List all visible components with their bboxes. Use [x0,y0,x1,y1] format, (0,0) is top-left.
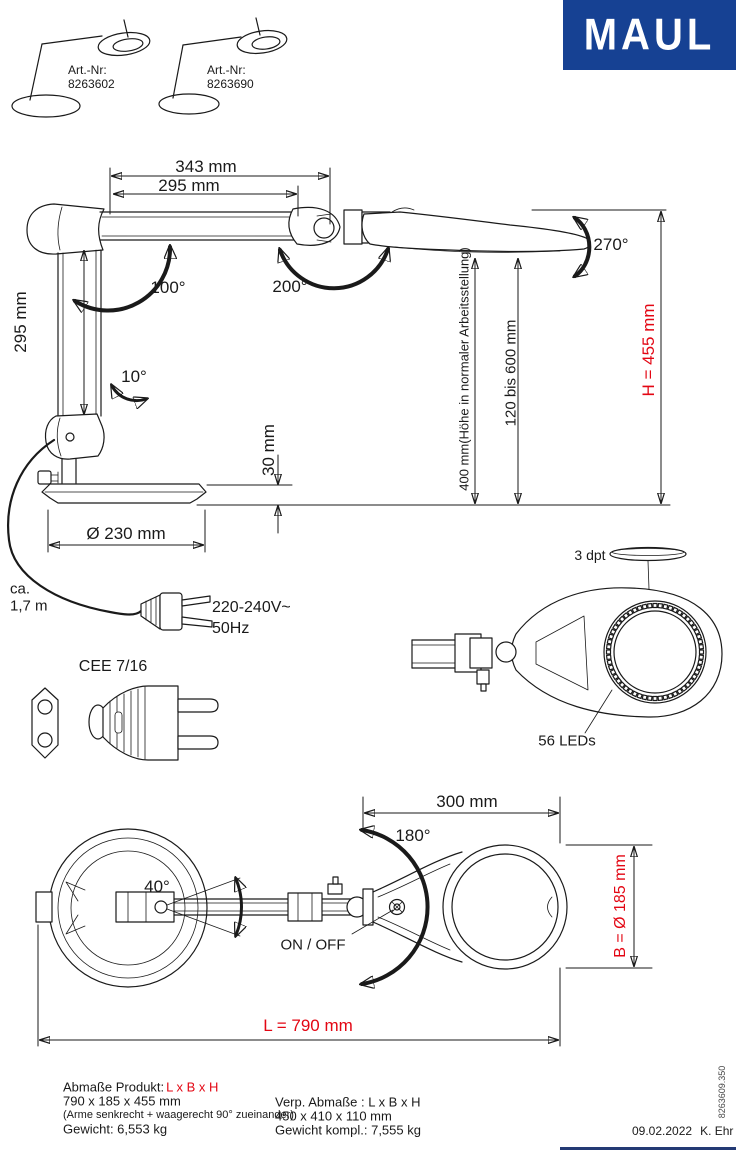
top-view-drawing [36,797,652,1046]
cee-plug-drawing [32,686,218,760]
dim-343-label: 343 mm [175,157,237,176]
pack-weight: Gewicht kompl.: 7,555 kg [275,1122,421,1138]
revision-date: 09.02.2022 [632,1124,693,1138]
angle-10-label: 10° [121,367,147,386]
revision-author: K. Ehr [700,1124,734,1138]
angle-100-label: 100° [150,278,186,297]
art-nr-label-black: Art.-Nr: [207,63,246,77]
art-nr-value-white: 8263602 [68,77,115,91]
diopter-label: 3 dpt [574,547,606,563]
plug-standard-label: CEE 7/16 [78,658,148,675]
revision-line [632,1124,733,1138]
dim-b-label: B = Ø 185 mm [612,854,629,958]
art-nr-label-white: Art.-Nr: [68,63,107,77]
dim-295-left-label: 295 mm [11,291,30,353]
frequency-label: 50Hz [212,620,250,637]
angle-270-label: 270° [593,235,629,254]
cable-ca-label: ca. [10,580,31,598]
dim-295-top-label: 295 mm [158,176,220,195]
pack-dims-value: 450 x 410 x 110 mm [275,1108,392,1124]
product-weight: Gewicht: 6,553 kg [63,1121,168,1137]
art-nr-value-black: 8263690 [207,77,254,91]
doc-number: 8263609.350 [717,1065,727,1119]
angle-180-label: 180° [395,826,431,845]
maul-logo [563,0,736,70]
on-off-label: ON / OFF [280,936,346,954]
cable-length-label: 1,7 m [10,597,48,615]
product-dims-value: 790 x 185 x 455 mm [63,1093,181,1109]
led-count-label: 56 LEDs [538,732,596,750]
dim-400-label: 400 mm(Höhe in normaler Arbeitsstellung) [456,247,472,491]
pack-dims-label: Verp. Abmaße : L x B x H [275,1094,421,1110]
angle-200-label: 200° [272,277,308,296]
dim-30-label: 30 mm [259,424,278,476]
dim-height-label: H = 455 mm [639,303,658,397]
dim-range-label: 120 bis 600 mm [502,319,520,427]
dim-base-label: Ø 230 mm [86,524,166,543]
product-dims-note: (Arme senkrecht + waagerecht 90° zueinander) [63,1109,294,1121]
dim-300-label: 300 mm [436,792,498,811]
product-dims-label: Abmaße Produkt: [63,1079,165,1095]
maul-logo-text: MAUL [583,9,716,60]
voltage-label: 220-240V~ [212,599,291,616]
head-detail-drawing [412,548,722,734]
product-dims-line [63,1080,218,1095]
dim-l-label: L = 790 mm [263,1016,353,1035]
angle-40-label: 40° [144,877,170,896]
product-dims-lbh: L x B x H [166,1079,219,1095]
